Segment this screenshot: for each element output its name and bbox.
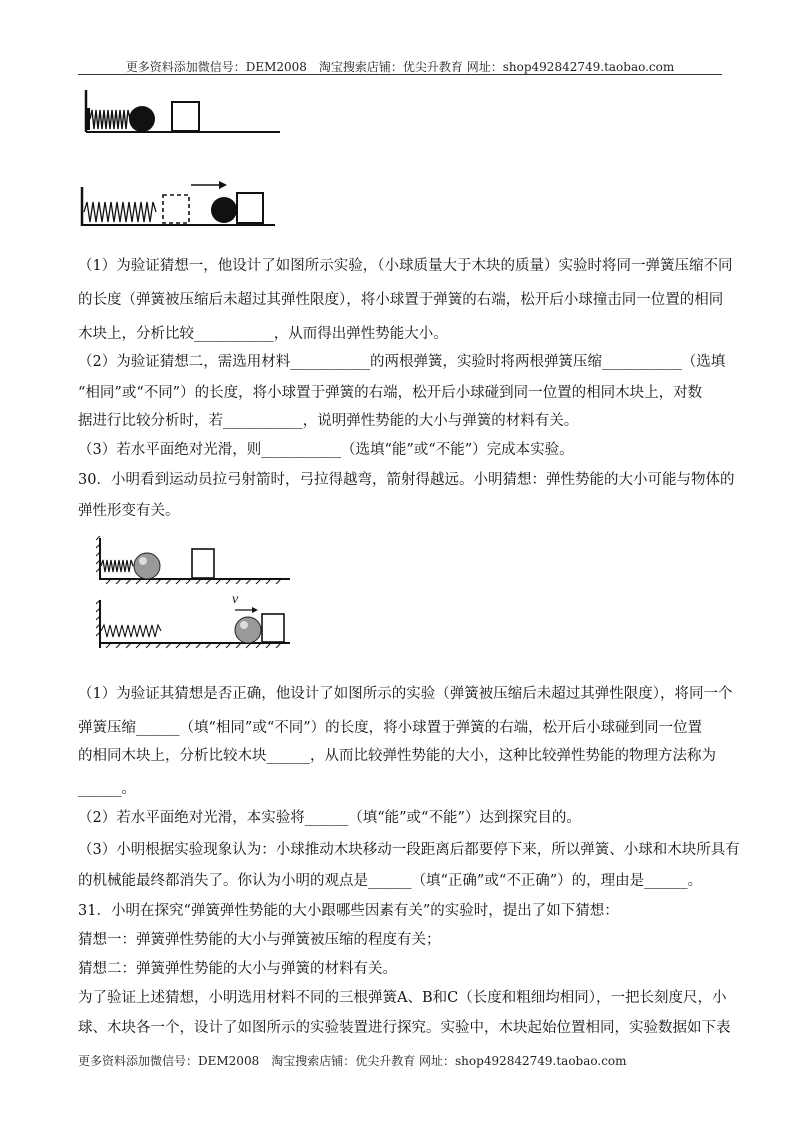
q31-para-line2: 球、木块各一个，设计了如图所示的实验装置进行探究。实验中，木块起始位置相同，实验数据如下表 (78, 1020, 731, 1036)
fig29-bottom-spring (84, 202, 156, 222)
fig30-top-panel (96, 536, 290, 584)
fig29-arrow-head (219, 181, 227, 189)
fig30-top-block (192, 549, 214, 578)
q31-para-line1: 为了验证上述猜想，小明选用材料不同的三根弹簧A、B和C（长度和粗细均相同），一把长刻度尺，小 (78, 990, 727, 1006)
page-header: 更多资料添加微信号：DEM2008 淘宝搜索店铺：优尖升教育 网址：shop492842749.taobao.com (125, 60, 675, 74)
q29-part2-line3: 据进行比较分析时，若___________，说明弹性势能的大小与弹簧的材料有关。 (78, 413, 579, 429)
fig30-bottom-panel (96, 592, 290, 648)
q30-intro-line1: 30．小明看到运动员拉弓射箭时，弓拉得越弯，箭射得越远。小明猜想：弹性势能的大小可能与物体的 (78, 472, 735, 488)
fig30-bottom-spring (101, 625, 161, 637)
q29-part3: （3）若水平面绝对光滑，则___________（选填“能”或“不能”）完成本实验。 (78, 442, 574, 458)
fig30-top-spring (101, 560, 133, 572)
fig30-bottom-ball-highlight (240, 621, 248, 629)
fig29-top-ball (129, 106, 155, 132)
q29-part1-line3: 木块上，分析比较___________，从而得出弹性势能大小。 (78, 326, 448, 342)
fig30-top-ball (134, 553, 160, 579)
q31-guess-2: 猜想二：弹簧弹性势能的大小与弹簧的材料有关。 (78, 961, 397, 977)
q30-part2: （2）若水平面绝对光滑，本实验将______（填“能”或“不能”）达到探究目的。 (78, 810, 581, 826)
q30-part1-line4: ______。 (78, 781, 136, 797)
fig30-arrow-head (252, 607, 258, 613)
q29-part1-line1: （1）为验证猜想一，他设计了如图所示实验，（小球质量大于木块的质量）实验时将同一弹簧压缩不同 (78, 258, 733, 274)
fig29-top-spring-plate (87, 108, 90, 130)
q30-part1-line1: （1）为验证其猜想是否正确，他设计了如图所示的实验（弹簧被压缩后未超过其弹性限度），将同一个 (78, 686, 733, 702)
fig30-bottom-block (262, 614, 284, 642)
fig29-bottom-ball (211, 197, 237, 223)
q29-part1-line2: 的长度（弹簧被压缩后未超过其弹性限度），将小球置于弹簧的右端，松开后小球撞击同一位置的相同 (78, 292, 724, 308)
fig29-top-spring (90, 110, 130, 129)
q30-part1-line2: 弹簧压缩______（填“相同”或“不同”）的长度，将小球置于弹簧的右端，松开后小球碰到同一位置 (78, 720, 703, 736)
fig29-top-block (172, 102, 199, 131)
fig29-bottom-block (237, 193, 263, 223)
q29-part2-line2: “相同”或“不同”）的长度，将小球置于弹簧的右端，松开后小球碰到同一位置的相同木块上，对数 (78, 385, 703, 401)
fig30-top-ball-highlight (139, 557, 147, 565)
fig30-velocity-label: v (232, 592, 239, 607)
figure-29-bottom (79, 177, 279, 229)
figure-29-top (84, 90, 284, 135)
q31-guess-1: 猜想一：弹簧弹性势能的大小与弹簧被压缩的程度有关； (78, 932, 441, 948)
figure-30 (92, 530, 297, 655)
q29-part2-line1: （2）为验证猜想二，需选用材料___________的两根弹簧，实验时将两根弹簧压缩___________（选填 (78, 354, 726, 370)
q30-part1-line3: 的相同木块上，分析比较木块______，从而比较弹性势能的大小，这种比较弹性势能的物理方法称为 (78, 748, 716, 764)
header-rule (78, 74, 722, 75)
q31-intro: 31．小明在探究“弹簧弹性势能的大小跟哪些因素有关”的实验时，提出了如下猜想： (78, 903, 619, 919)
q30-part3-line1: （3）小明根据实验现象认为：小球推动木块移动一段距离后都要停下来，所以弹簧、小球和木块所具有 (78, 842, 740, 858)
q30-part3-line2: 的机械能最终都消失了。你认为小明的观点是______（填“正确”或“不正确”）的，理由是______。 (78, 873, 703, 889)
fig30-bottom-ball (235, 617, 261, 643)
fig29-bottom-dashed-block (163, 195, 189, 223)
q30-intro-line2: 弹性形变有关。 (78, 503, 180, 519)
page-footer: 更多资料添加微信号：DEM2008 淘宝搜索店铺：优尖升教育 网址：shop492842749.taobao.com (78, 1054, 627, 1068)
